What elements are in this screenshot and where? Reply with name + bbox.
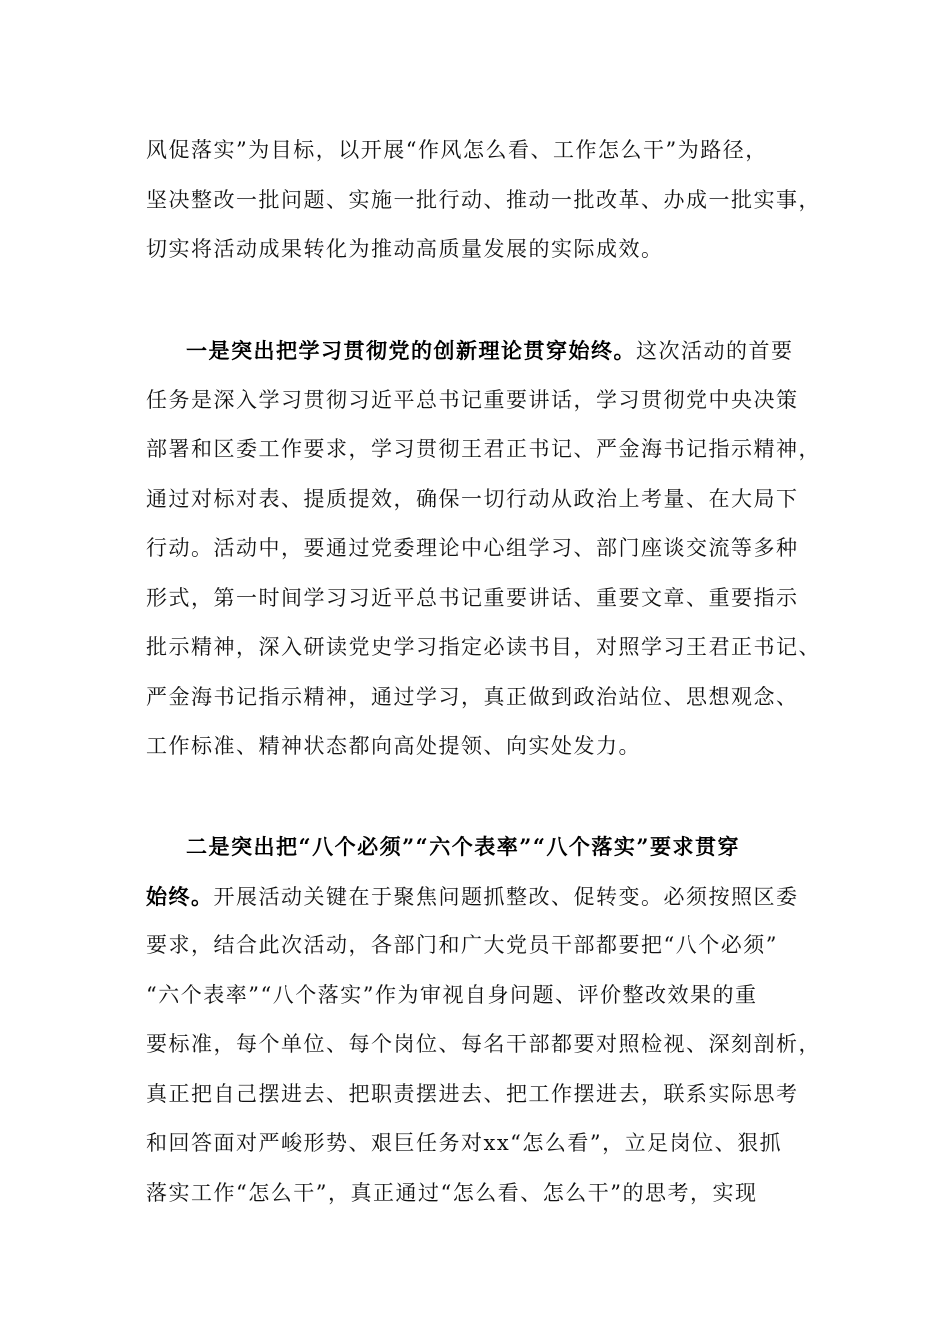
text-line [146,326,822,376]
text-run: 这次活动的首要 [636,339,794,363]
text-line: “六个表率”“八个落实”作为审视自身问题、评价整改效果的重 [146,982,758,1007]
paragraph-heading-end: 始终。 [146,883,214,909]
text-line: 任务是深入学习贯彻习近平总书记重要讲话，学习贯彻党中央决策 [146,387,799,412]
text-line: 要求，结合此次活动，各部门和广大党员干部都要把“八个必须” [146,933,778,957]
text-line: 落实工作“怎么干”，真正通过“怎么看、怎么干”的思考，实现 [146,1180,758,1205]
text-line: 风促落实”为目标，以开展“作风怎么看、工作怎么干”为路径， [146,138,768,162]
text-line: 要标准，每个单位、每个岗位、每名干部都要对照检视、深刻剖析， [146,1032,821,1056]
text-line: 批示精神，深入研读党史学习指定必读书目，对照学习王君正书记、 [146,635,821,659]
paragraph-two [146,822,822,1218]
text-line: 真正把自己摆进去、把职责摆进去、把工作摆进去，联系实际思考 [146,1081,799,1106]
text-line: 工作标准、精神状态都向高处提领、向实处发力。 [146,734,641,758]
paragraph-heading: 二是突出把“八个必须”“六个表率”“八个落实”要求贯穿 [186,834,740,859]
text-line: 严金海书记指示精神，通过学习，真正做到政治站位、思想观念、 [146,684,799,709]
text-line: 行动。活动中，要通过党委理论中心组学习、部门座谈交流等多种 [146,536,799,560]
text-line: 和回答面对严峻形势、艰巨任务对xx“怎么看”，立足岗位、狠抓 [146,1131,783,1155]
text-run: 开展活动关键在于聚焦问题抓整改、促转变。必须按照区委 [213,884,799,909]
text-line: 切实将活动成果转化为推动高质量发展的实际成效。 [146,237,664,261]
text-line [146,872,822,922]
text-line: 形式，第一时间学习习近平总书记重要讲话、重要文章、重要指示 [146,585,799,610]
paragraph-intro [146,126,822,275]
paragraph-one [146,326,822,772]
text-line: 部署和区委工作要求，学习贯彻王君正书记、严金海书记指示精神， [146,437,821,461]
text-line: 通过对标对表、提质提效，确保一切行动从政治上考量、在大局下 [146,486,799,511]
text-line: 坚决整改一批问题、实施一批行动、推动一批改革、办成一批实事， [146,187,821,212]
paragraph-heading: 一是突出把学习贯彻党的创新理论贯穿始终。 [186,338,636,363]
